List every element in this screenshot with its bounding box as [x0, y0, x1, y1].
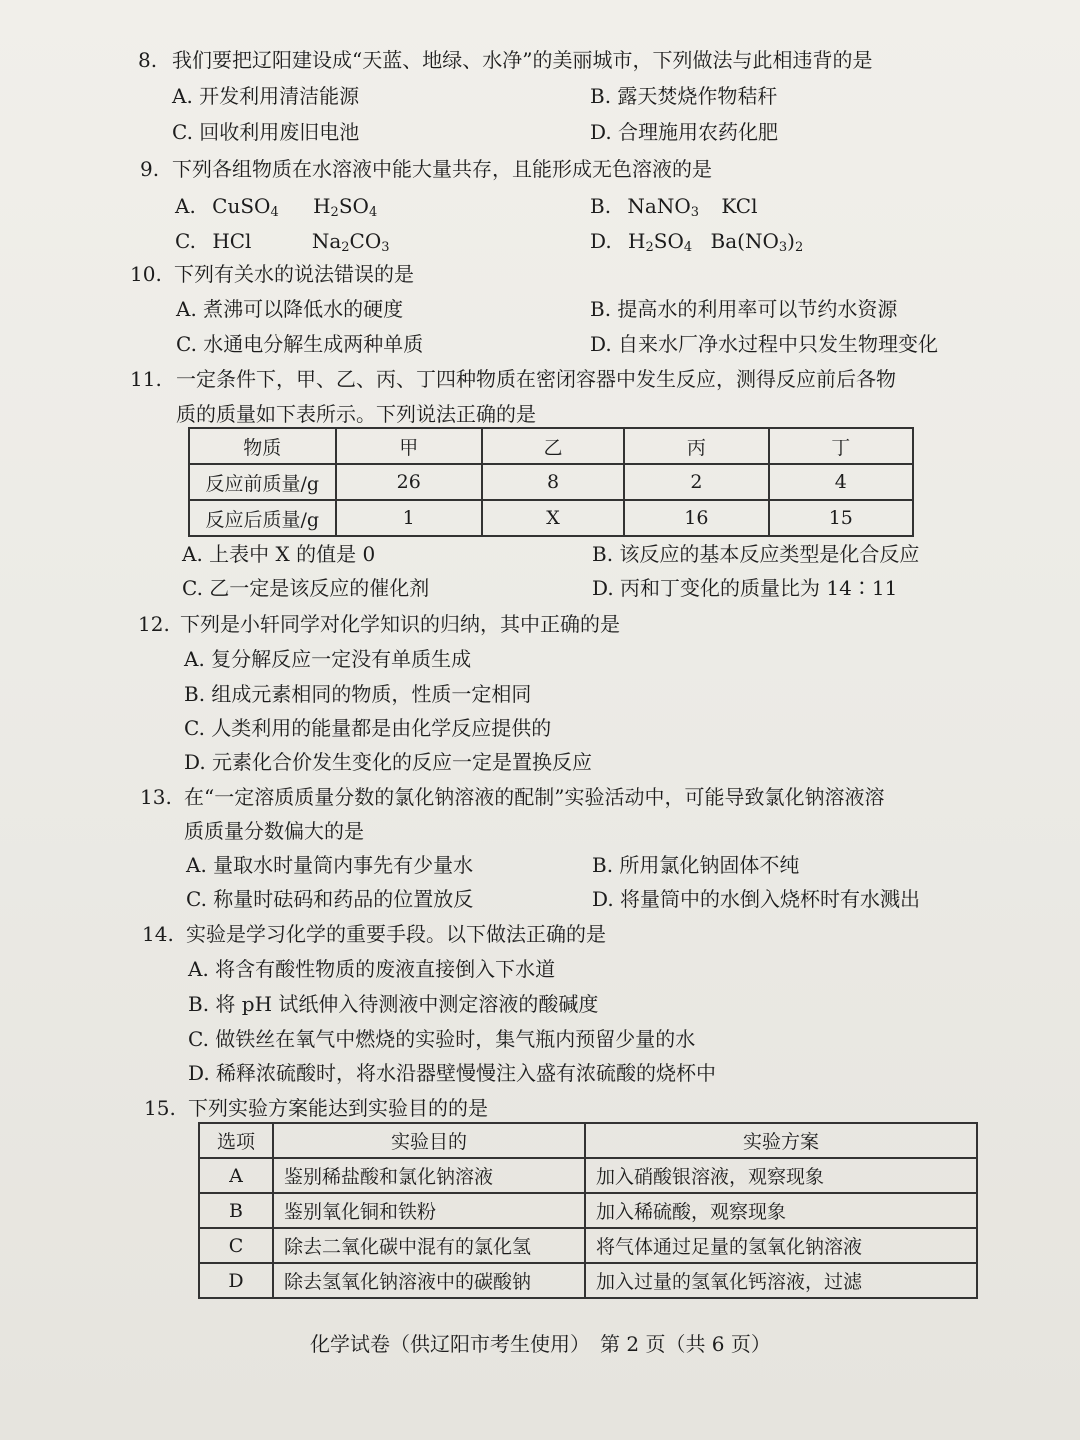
option-c: C. 回收利用废旧电池: [172, 120, 360, 144]
option-d: D. 自来水厂净水过程中只发生物理变化: [590, 332, 939, 356]
option-d: D. 将量筒中的水倒入烧杯时有水溅出: [592, 887, 921, 911]
option-letter: C.: [175, 229, 196, 253]
formula-cuso4: CuSO$_4$: [212, 194, 279, 220]
table-header-row: [189, 428, 913, 464]
option-a: A. 量取水时量筒内事先有少量水: [186, 853, 474, 877]
question-number: 13.: [140, 785, 172, 809]
table-cell: 丙: [624, 428, 768, 464]
option-c: C. 称量时砝码和药品的位置放反: [186, 887, 474, 911]
table-cell: 2: [624, 464, 768, 500]
table-row: [199, 1228, 977, 1263]
question-stem-line-1: 在“一定溶质质量分数的氯化钠溶液的配制”实验活动中，可能导致氯化钠溶液溶: [184, 785, 885, 809]
table-cell: 加入硝酸银溶液，观察现象: [585, 1158, 977, 1193]
table-cell: 16: [624, 500, 768, 536]
table-row: [199, 1263, 977, 1298]
question-number: 14.: [142, 922, 174, 946]
table-row: [189, 464, 913, 500]
question-number: 11.: [130, 367, 162, 391]
option-b: B. 将 pH 试纸伸入待测液中测定溶液的酸碱度: [188, 992, 599, 1016]
option-letter: A.: [175, 194, 196, 218]
question-stem: 实验是学习化学的重要手段。以下做法正确的是: [186, 922, 606, 946]
question-stem: 下列是小轩同学对化学知识的归纳，其中正确的是: [180, 612, 620, 636]
table-cell: 将气体通过足量的氢氧化钠溶液: [585, 1228, 977, 1263]
table-cell: 丁: [769, 428, 913, 464]
table-cell: 物质: [189, 428, 336, 464]
table-cell: C: [199, 1228, 273, 1263]
option-c: C. 乙一定是该反应的催化剂: [182, 576, 430, 600]
table-cell: 实验方案: [585, 1123, 977, 1158]
table-row: [199, 1193, 977, 1228]
table-cell: 甲: [336, 428, 482, 464]
table-cell: 除去氢氧化钠溶液中的碳酸钠: [273, 1263, 585, 1298]
option-a: A. 将含有酸性物质的废液直接倒入下水道: [188, 957, 556, 981]
option-letter: B.: [590, 194, 612, 218]
table-cell: 除去二氧化碳中混有的氯化氢: [273, 1228, 585, 1263]
table-cell: 选项: [199, 1123, 273, 1158]
table-cell: B: [199, 1193, 273, 1228]
option-a: [175, 192, 377, 220]
table-cell: 加入稀硫酸，观察现象: [585, 1193, 977, 1228]
table-header-row: [199, 1123, 977, 1158]
option-b: B. 该反应的基本反应类型是化合反应: [592, 542, 920, 566]
experiment-plan-table: [198, 1122, 978, 1299]
question-stem-line-1: 一定条件下，甲、乙、丙、丁四种物质在密闭容器中发生反应，测得反应前后各物: [176, 367, 896, 391]
formula-h2so4: $H_2SO_4$: [628, 229, 693, 255]
option-letter: D.: [590, 229, 612, 253]
table-cell: 反应后质量/g: [189, 500, 336, 536]
question-number: 12.: [138, 612, 170, 636]
table-cell: A: [199, 1158, 273, 1193]
table-cell: 鉴别稀盐酸和氯化钠溶液: [273, 1158, 585, 1193]
option-c: C. 水通电分解生成两种单质: [176, 332, 424, 356]
table-cell: 反应前质量/g: [189, 464, 336, 500]
option-a: A. 煮沸可以降低水的硬度: [176, 297, 404, 321]
question-number: 9.: [140, 157, 160, 181]
table-cell: 加入过量的氢氧化钙溶液，过滤: [585, 1263, 977, 1298]
option-d: D. 元素化合价发生变化的反应一定是置换反应: [184, 750, 593, 774]
table-row: [199, 1158, 977, 1193]
question-stem: 下列各组物质在水溶液中能大量共存，且能形成无色溶液的是: [172, 157, 712, 181]
option-a: A. 复分解反应一定没有单质生成: [184, 647, 472, 671]
table-cell: 鉴别氧化铜和铁粉: [273, 1193, 585, 1228]
table-row: [189, 500, 913, 536]
option-d: D. 合理施用农药化肥: [590, 120, 779, 144]
table-cell: 26: [336, 464, 482, 500]
formula-na2co3: $Na_2CO_3$: [311, 229, 390, 255]
question-stem-line-2: 质质量分数偏大的是: [184, 819, 364, 843]
table-cell: 乙: [482, 428, 624, 464]
question-number: 8.: [138, 48, 158, 72]
table-cell: 实验目的: [273, 1123, 585, 1158]
option-b: [590, 192, 758, 220]
table-cell: 8: [482, 464, 624, 500]
option-a: A. 开发利用清洁能源: [172, 84, 360, 108]
option-d: D. 丙和丁变化的质量比为 14∶11: [592, 576, 898, 600]
question-number: 15.: [144, 1096, 176, 1120]
option-a: A. 上表中 X 的值是 0: [182, 542, 376, 566]
table-cell: 15: [769, 500, 913, 536]
question-stem: 下列实验方案能达到实验目的的是: [188, 1096, 488, 1120]
option-c: [175, 227, 390, 255]
question-number: 10.: [130, 262, 162, 286]
formula-ba-no3-2: $Ba(NO_3)_2$: [710, 229, 804, 255]
option-b: B. 露天焚烧作物秸秆: [590, 84, 778, 108]
question-stem: 下列有关水的说法错误的是: [174, 262, 414, 286]
formula-hcl: HCl: [212, 229, 252, 253]
option-c: C. 人类利用的能量都是由化学反应提供的: [184, 716, 552, 740]
table-cell: 1: [336, 500, 482, 536]
table-cell: D: [199, 1263, 273, 1298]
option-b: B. 组成元素相同的物质，性质一定相同: [184, 682, 532, 706]
question-stem: 我们要把辽阳建设成“天蓝、地绿、水净”的美丽城市，下列做法与此相违背的是: [172, 48, 873, 72]
table-cell: 4: [769, 464, 913, 500]
table-cell: X: [482, 500, 624, 536]
formula-kcl: KCl: [721, 194, 758, 218]
formula-nano3: NaNO$_3$: [627, 194, 700, 220]
formula-h2so4: $H_2SO_4$: [313, 194, 378, 220]
option-b: B. 所用氯化钠固体不纯: [592, 853, 800, 877]
page-footer: 化学试卷（供辽阳市考生使用） 第 2 页（共 6 页）: [310, 1332, 771, 1356]
question-stem-line-2: 质的质量如下表所示。下列说法正确的是: [176, 402, 536, 426]
option-d: [590, 227, 803, 255]
option-c: C. 做铁丝在氧气中燃烧的实验时，集气瓶内预留少量的水: [188, 1027, 696, 1051]
option-d: D. 稀释浓硫酸时，将水沿器壁慢慢注入盛有浓硫酸的烧杯中: [188, 1061, 717, 1085]
mass-table: [188, 427, 914, 537]
option-b: B. 提高水的利用率可以节约水资源: [590, 297, 898, 321]
